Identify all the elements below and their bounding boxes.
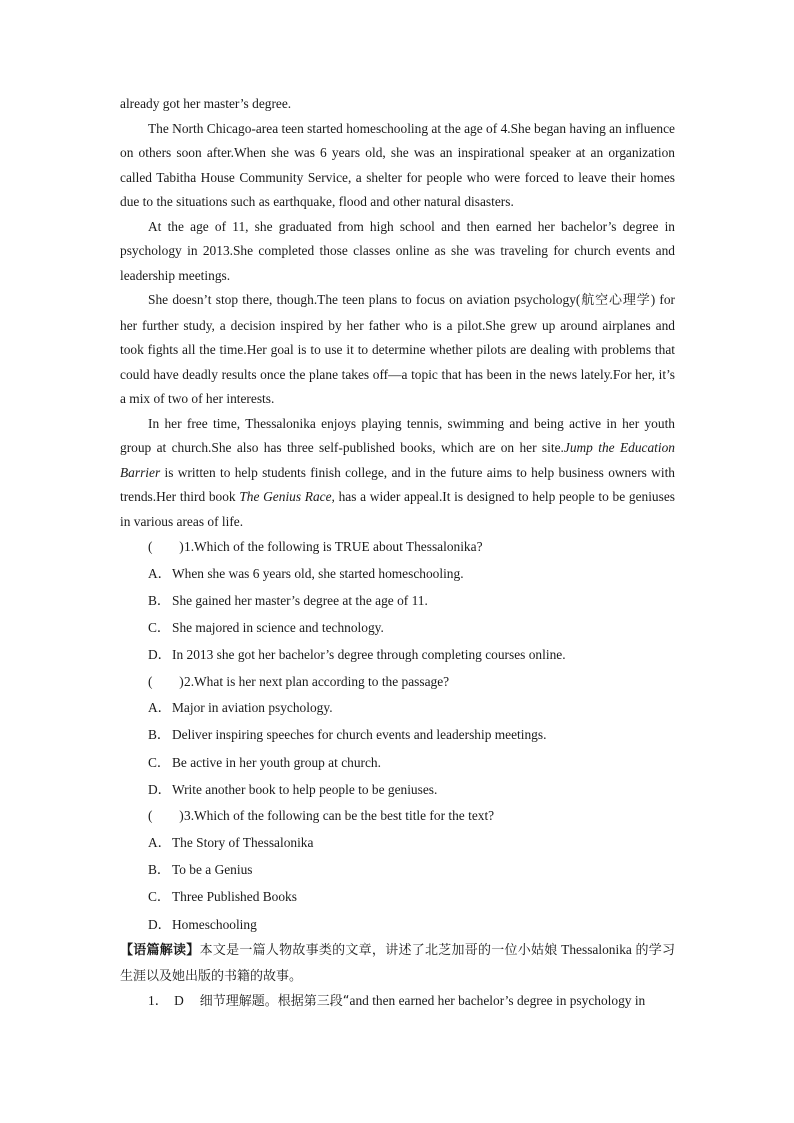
analysis-text-b: 的学习生涯以及她出版的书籍的故事。	[120, 943, 675, 984]
question-text: 1.Which of the following is TRUE about Thessalonika?	[184, 539, 483, 554]
option-b	[120, 856, 675, 883]
answer-blank: ( )	[148, 673, 184, 689]
analysis-name: Thessalonika	[557, 942, 636, 958]
analysis-text-a: 本文是一篇人物故事类的文章，讲述了北芝加哥的一位小姑娘	[199, 943, 558, 959]
option-c	[120, 614, 675, 641]
option-b	[120, 587, 675, 614]
option-text: She gained her master’s degree at the age of 11.	[172, 592, 428, 608]
book-title-jump: Jump the Education Barrier	[120, 440, 675, 480]
option-d	[120, 776, 675, 803]
answer-label: 细节理解题。根据第三段“	[199, 994, 350, 1010]
option-letter: C．	[148, 620, 171, 636]
answer-number: 1．	[148, 993, 169, 1009]
option-letter: B．	[148, 592, 171, 608]
option-b	[120, 721, 675, 748]
question-3	[120, 803, 675, 938]
option-letter: A．	[148, 700, 172, 716]
book-title-genius-race: The Genius Race,	[239, 489, 335, 504]
option-letter: D．	[148, 782, 172, 798]
passage-p4-text-b: is written to help students finish college, and in the future aims to help business owners with trends.Her third book	[120, 464, 675, 504]
passage-paragraph-2	[120, 215, 675, 289]
passage-paragraph-1	[120, 117, 675, 215]
passage-p2-text: At the age of 11, she graduated from high school and then earned her bachelor’s degree in psychology in 2013.She completed those classes online as she was traveling for church events and leadership meetings.	[120, 218, 675, 283]
option-a	[120, 829, 675, 856]
answer-blank: ( )	[148, 539, 184, 554]
option-letter: B．	[148, 727, 171, 743]
option-d	[120, 911, 675, 938]
option-letter: D．	[148, 647, 172, 663]
option-d	[120, 641, 675, 668]
answer-quote: and then earned her bachelor’s degree in psychology in	[349, 993, 646, 1009]
passage-p3-text-a: She doesn’t stop there, though.The teen plans to focus on aviation psychology(	[148, 292, 581, 307]
passage-p1-text: The North Chicago-area teen started homeschooling at the age of 4.She began having an influence on others soon after.When she was 6 years old, she was an inspirational speaker at an organization called Tabitha House Community Service, a shelter for people who were forced to leave their homes due to the situations such as earthquake, flood and other natural disasters.	[120, 120, 675, 209]
option-text: To be a Genius	[172, 862, 253, 878]
passage-analysis	[120, 938, 675, 989]
passage-p4-text-a: In her free time, Thessalonika enjoys playing tennis, swimming and being active in her youth group at church.She also has three self-published books, which are on her site.	[120, 415, 675, 455]
document-body	[120, 92, 675, 1015]
option-text: Major in aviation psychology.	[172, 700, 333, 716]
passage-line0: already got her master’s degree.	[120, 96, 292, 111]
option-a	[120, 560, 675, 587]
question-stem	[120, 669, 675, 695]
option-letter: A．	[148, 834, 172, 850]
option-text: Homeschooling	[172, 916, 257, 932]
option-text: Deliver inspiring speeches for church events and leadership meetings.	[172, 727, 547, 743]
answer-blank: ( )	[148, 808, 184, 824]
answer-key: D	[174, 993, 184, 1009]
option-c	[120, 883, 675, 910]
answer-explanation-1	[120, 989, 675, 1015]
passage-paragraph-4	[120, 412, 675, 535]
option-letter: C．	[148, 889, 171, 905]
option-text: Be active in her youth group at church.	[172, 754, 381, 770]
option-text: Three Published Books	[172, 889, 297, 905]
option-letter: B．	[148, 862, 171, 878]
question-text: 2.What is her next plan according to the passage?	[184, 673, 450, 689]
question-stem	[120, 803, 675, 829]
passage-p3-chinese-gloss: 航空心理学	[580, 293, 651, 308]
passage-p3-text-b: ) for her further study, a decision inspired by her father who is a pilot.She grew up around airplanes and took fights all the time.Her goal is to use it to determine whether pilots are dealing with problems that could have deadly results once the plane takes off—a topic that has been in the news lately.For her, it’s a mix of two of her interests.	[120, 292, 675, 406]
option-text: The Story of Thessalonika	[172, 834, 314, 850]
question-text: 3.Which of the following can be the best title for the text?	[184, 808, 495, 824]
option-text: Write another book to help people to be geniuses.	[172, 782, 438, 798]
option-text: In 2013 she got her bachelor’s degree through completing courses online.	[172, 647, 566, 663]
option-text: When she was 6 years old, she started homeschooling.	[172, 565, 464, 581]
question-1	[120, 534, 675, 669]
passage-paragraph-3	[120, 288, 675, 412]
question-2	[120, 669, 675, 804]
analysis-tag: 【语篇解读】	[120, 943, 200, 959]
question-stem	[120, 534, 675, 560]
option-letter: C．	[148, 754, 171, 770]
option-c	[120, 749, 675, 776]
option-letter: D．	[148, 916, 172, 932]
option-a	[120, 694, 675, 721]
passage-p4-text-c: has a wider appeal.It is designed to help people to be geniuses in various areas of life.	[120, 489, 675, 529]
passage-continuation-line	[120, 92, 675, 117]
option-letter: A．	[148, 565, 172, 581]
option-text: She majored in science and technology.	[172, 620, 384, 636]
